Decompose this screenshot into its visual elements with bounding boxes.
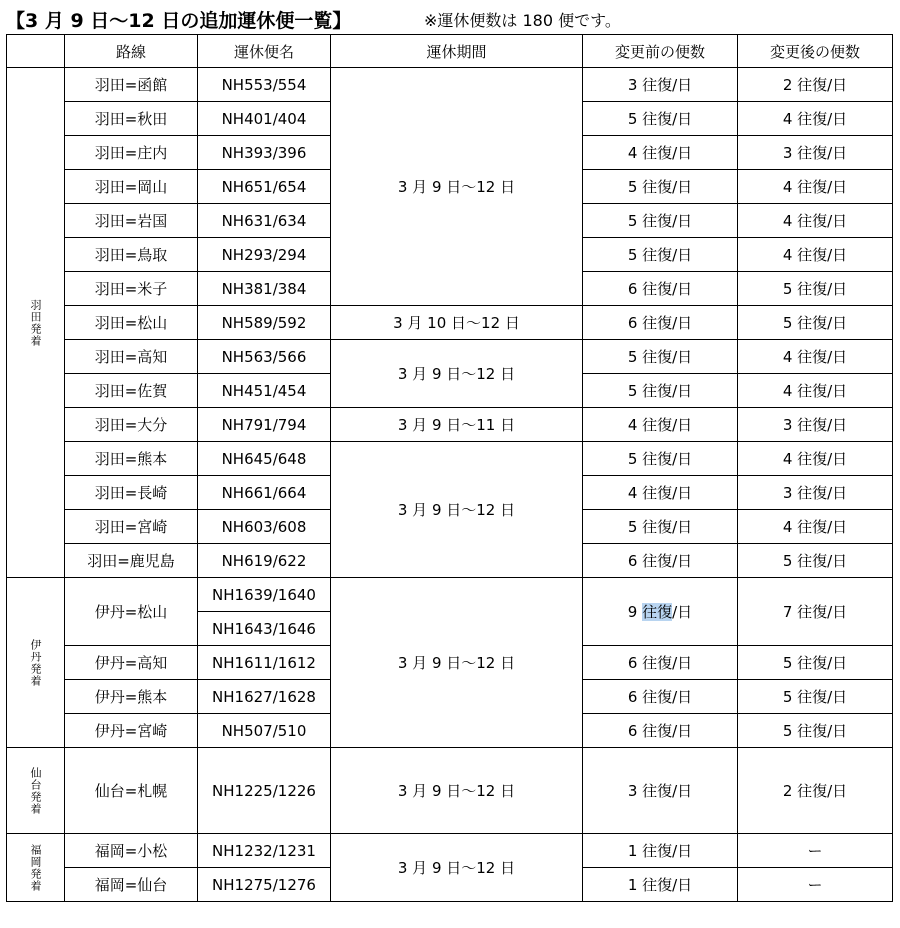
before-cell: 4 往復/日 xyxy=(583,408,738,442)
route-cell: 福岡=仙台 xyxy=(65,868,198,902)
before-cell: 1 往復/日 xyxy=(583,834,738,868)
group-itami: 伊丹発着 xyxy=(7,578,65,748)
flight-cell: NH1639/1640 xyxy=(198,578,331,612)
table-header-row xyxy=(7,35,893,68)
after-cell: 4 往復/日 xyxy=(738,102,893,136)
after-cell: 4 往復/日 xyxy=(738,442,893,476)
after-cell: 5 往復/日 xyxy=(738,714,893,748)
after-cell: 4 往復/日 xyxy=(738,204,893,238)
header-before: 変更前の便数 xyxy=(583,35,738,68)
text-selection[interactable]: 往復 xyxy=(642,603,673,621)
after-cell: 4 往復/日 xyxy=(738,374,893,408)
before-cell: 1 往復/日 xyxy=(583,868,738,902)
period-cell: 3 月 9 日～12 日 xyxy=(331,578,583,748)
flight-cell: NH1275/1276 xyxy=(198,868,331,902)
after-cell: 7 往復/日 xyxy=(738,578,893,646)
after-cell: 3 往復/日 xyxy=(738,476,893,510)
flight-cell: NH645/648 xyxy=(198,442,331,476)
after-cell: 3 往復/日 xyxy=(738,136,893,170)
flight-cell: NH661/664 xyxy=(198,476,331,510)
after-cell: 3 往復/日 xyxy=(738,408,893,442)
route-cell: 羽田=長崎 xyxy=(65,476,198,510)
suspension-table xyxy=(6,34,893,902)
table-row xyxy=(7,340,893,374)
before-cell: 5 往復/日 xyxy=(583,238,738,272)
flight-cell: NH631/634 xyxy=(198,204,331,238)
flight-cell: NH1225/1226 xyxy=(198,748,331,834)
table-row xyxy=(7,578,893,612)
route-cell: 羽田=宮崎 xyxy=(65,510,198,544)
flight-cell: NH381/384 xyxy=(198,272,331,306)
flight-cell: NH1232/1231 xyxy=(198,834,331,868)
group-haneda: 羽田発着 xyxy=(7,68,65,578)
header-note: ※運休便数は 180 便です。 xyxy=(424,11,621,30)
before-cell: 6 往復/日 xyxy=(583,306,738,340)
route-cell: 伊丹=宮崎 xyxy=(65,714,198,748)
after-cell: 4 往復/日 xyxy=(738,170,893,204)
before-cell: 5 往復/日 xyxy=(583,170,738,204)
route-cell: 福岡=小松 xyxy=(65,834,198,868)
after-cell: 5 往復/日 xyxy=(738,680,893,714)
before-cell: 6 往復/日 xyxy=(583,544,738,578)
before-cell: 5 往復/日 xyxy=(583,442,738,476)
flight-cell: NH1627/1628 xyxy=(198,680,331,714)
header-route: 路線 xyxy=(65,35,198,68)
after-cell: 2 往復/日 xyxy=(738,68,893,102)
flight-cell: NH1643/1646 xyxy=(198,612,331,646)
group-fukuoka: 福岡発着 xyxy=(7,834,65,902)
period-cell: 3 月 9 日～11 日 xyxy=(331,408,583,442)
route-cell: 羽田=大分 xyxy=(65,408,198,442)
route-cell: 羽田=米子 xyxy=(65,272,198,306)
header-flight: 運休便名 xyxy=(198,35,331,68)
table-row xyxy=(7,408,893,442)
route-cell: 伊丹=高知 xyxy=(65,646,198,680)
route-cell: 伊丹=熊本 xyxy=(65,680,198,714)
flight-cell: NH603/608 xyxy=(198,510,331,544)
page-title: 【3 月 9 日～12 日の追加運休便一覧】 xyxy=(6,10,352,32)
route-cell: 伊丹=松山 xyxy=(65,578,198,646)
after-cell: 4 往復/日 xyxy=(738,340,893,374)
route-cell: 羽田=松山 xyxy=(65,306,198,340)
group-sendai: 仙台発着 xyxy=(7,748,65,834)
route-cell: 羽田=函館 xyxy=(65,68,198,102)
route-cell: 羽田=岡山 xyxy=(65,170,198,204)
after-cell: 2 往復/日 xyxy=(738,748,893,834)
table-row xyxy=(7,748,893,834)
route-cell: 羽田=鹿児島 xyxy=(65,544,198,578)
period-cell: 3 月 9 日～12 日 xyxy=(331,340,583,408)
route-cell: 羽田=熊本 xyxy=(65,442,198,476)
flight-cell: NH507/510 xyxy=(198,714,331,748)
header-after: 変更後の便数 xyxy=(738,35,893,68)
period-cell: 3 月 9 日～12 日 xyxy=(331,68,583,306)
after-cell: 5 往復/日 xyxy=(738,272,893,306)
before-cell: 5 往復/日 xyxy=(583,204,738,238)
route-cell: 仙台=札幌 xyxy=(65,748,198,834)
flight-cell: NH563/566 xyxy=(198,340,331,374)
header-period: 運休期間 xyxy=(331,35,583,68)
after-cell: 5 往復/日 xyxy=(738,646,893,680)
table-row xyxy=(7,306,893,340)
table-row xyxy=(7,68,893,102)
after-cell: 5 往復/日 xyxy=(738,544,893,578)
before-cell: 4 往復/日 xyxy=(583,476,738,510)
flight-cell: NH451/454 xyxy=(198,374,331,408)
before-cell: 9 往復/日 xyxy=(583,578,738,646)
flight-cell: NH791/794 xyxy=(198,408,331,442)
period-cell: 3 月 9 日～12 日 xyxy=(331,748,583,834)
before-cell: 3 往復/日 xyxy=(583,68,738,102)
before-cell: 5 往復/日 xyxy=(583,374,738,408)
after-cell: ー xyxy=(738,868,893,902)
header-blank xyxy=(7,35,65,68)
flight-cell: NH293/294 xyxy=(198,238,331,272)
route-cell: 羽田=佐賀 xyxy=(65,374,198,408)
flight-cell: NH1611/1612 xyxy=(198,646,331,680)
flight-cell: NH651/654 xyxy=(198,170,331,204)
before-cell: 6 往復/日 xyxy=(583,680,738,714)
route-cell: 羽田=鳥取 xyxy=(65,238,198,272)
flight-cell: NH401/404 xyxy=(198,102,331,136)
route-cell: 羽田=秋田 xyxy=(65,102,198,136)
before-cell: 4 往復/日 xyxy=(583,136,738,170)
after-cell: 4 往復/日 xyxy=(738,238,893,272)
flight-cell: NH553/554 xyxy=(198,68,331,102)
before-cell: 6 往復/日 xyxy=(583,714,738,748)
table-row xyxy=(7,834,893,868)
period-cell: 3 月 10 日～12 日 xyxy=(331,306,583,340)
period-cell: 3 月 9 日～12 日 xyxy=(331,834,583,902)
route-cell: 羽田=高知 xyxy=(65,340,198,374)
period-cell: 3 月 9 日～12 日 xyxy=(331,442,583,578)
before-cell: 6 往復/日 xyxy=(583,646,738,680)
before-cell: 6 往復/日 xyxy=(583,272,738,306)
after-cell: 4 往復/日 xyxy=(738,510,893,544)
page-header xyxy=(6,4,896,34)
flight-cell: NH589/592 xyxy=(198,306,331,340)
route-cell: 羽田=庄内 xyxy=(65,136,198,170)
flight-cell: NH619/622 xyxy=(198,544,331,578)
before-cell: 3 往復/日 xyxy=(583,748,738,834)
route-cell: 羽田=岩国 xyxy=(65,204,198,238)
before-cell: 5 往復/日 xyxy=(583,510,738,544)
before-cell: 5 往復/日 xyxy=(583,340,738,374)
after-cell: 5 往復/日 xyxy=(738,306,893,340)
flight-cell: NH393/396 xyxy=(198,136,331,170)
before-cell: 5 往復/日 xyxy=(583,102,738,136)
table-row xyxy=(7,442,893,476)
after-cell: ー xyxy=(738,834,893,868)
